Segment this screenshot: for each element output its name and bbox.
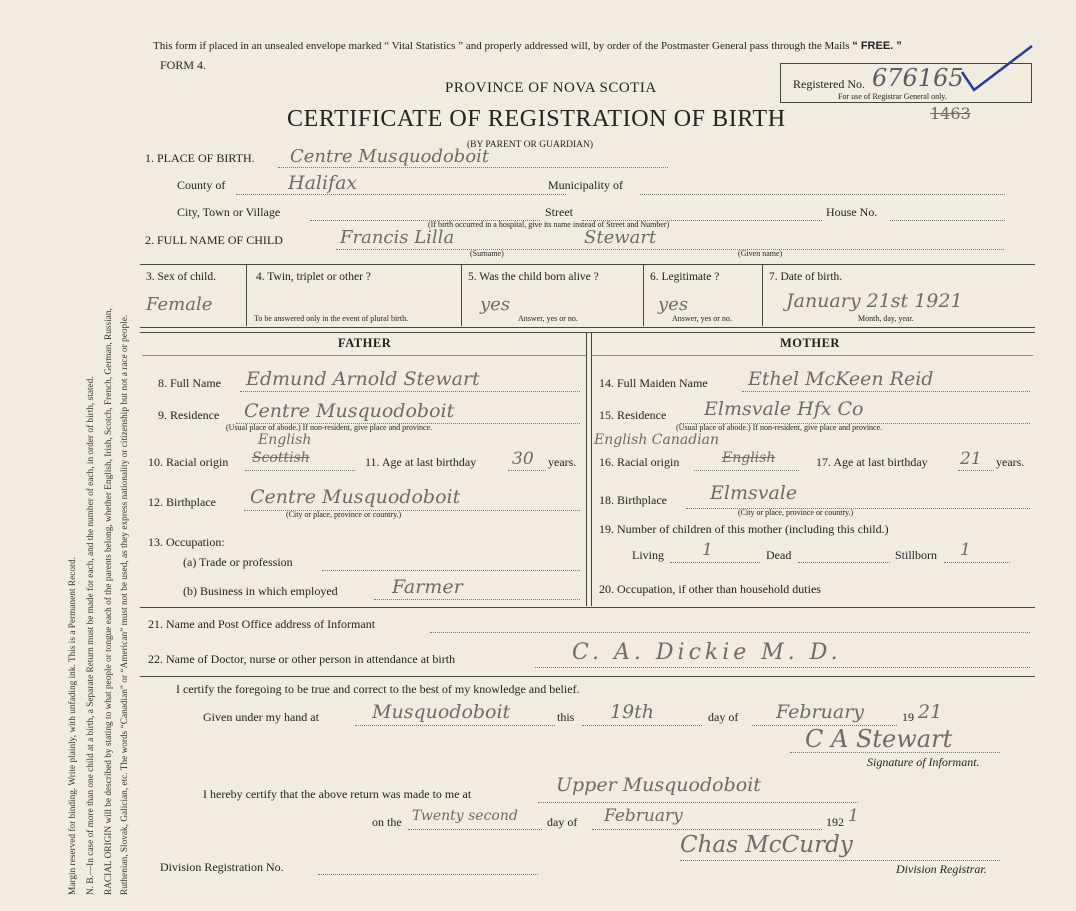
given-place-value: Musquodoboit	[372, 701, 511, 723]
legitimate-note: Answer, yes or no.	[672, 314, 732, 323]
mother-age-label: 17. Age at last birthday	[816, 455, 928, 469]
alive-value: yes	[480, 294, 511, 315]
mother-birthplace-value: Elmsvale	[710, 482, 798, 504]
legitimate-value: yes	[658, 294, 689, 315]
division-registrar-caption: Division Registrar.	[896, 862, 987, 876]
registrar-day-of-label: day of	[547, 815, 578, 829]
child-given-value: Stewart	[584, 227, 657, 248]
mother-name-value: Ethel McKeen Reid	[748, 368, 934, 390]
father-birthplace-label: 12. Birthplace	[148, 495, 216, 509]
mother-age-value: 21	[960, 449, 982, 469]
mother-birthplace-note: (City or place, province or country.)	[738, 508, 854, 517]
mother-name-label: 14. Full Maiden Name	[599, 376, 708, 390]
mother-racial-value: English Canadian	[594, 432, 720, 448]
cert-month-value: February	[776, 701, 865, 723]
hospital-note: (If birth occurred in a hospital, give its name instead of Street and Number)	[428, 220, 670, 229]
place-of-birth-value: Centre Musquodoboit	[290, 146, 490, 167]
mother-years-label: years.	[996, 455, 1025, 469]
municipality-label: Municipality of	[548, 178, 623, 192]
mother-dead-label: Dead	[766, 548, 792, 562]
mother-living-value: 1	[702, 540, 713, 560]
registrar-place-value: Upper Musquodoboit	[556, 774, 761, 796]
twin-label: 4. Twin, triplet or other ?	[256, 271, 371, 283]
father-trade-label: (a) Trade or profession	[183, 555, 293, 569]
mail-notice	[153, 40, 902, 52]
struck-number: 1463	[930, 104, 971, 123]
legitimate-label: 6. Legitimate ?	[650, 271, 720, 283]
father-name-label: 8. Full Name	[158, 376, 221, 390]
mother-occupation-label: 20. Occupation, if other than household duties	[599, 582, 821, 596]
province-heading: PROVINCE OF NOVA SCOTIA	[445, 80, 657, 96]
twin-note: To be answered only in the event of plural birth.	[254, 314, 409, 323]
mother-heading: MOTHER	[780, 336, 840, 350]
father-name-value: Edmund Arnold Stewart	[246, 368, 480, 390]
informant-label: 21. Name and Post Office address of Informant	[148, 617, 376, 631]
certificate-title: CERTIFICATE OF REGISTRATION OF BIRTH	[287, 106, 786, 132]
registrar-use-note: For use of Registrar General only.	[838, 92, 947, 101]
county-value: Halifax	[288, 172, 358, 194]
sex-value: Female	[146, 294, 213, 315]
father-heading: FATHER	[338, 336, 392, 350]
father-business-label: (b) Business in which employed	[183, 584, 338, 598]
dob-value: January 21st 1921	[786, 290, 963, 312]
mother-birthplace-label: 18. Birthplace	[599, 493, 667, 507]
dob-note: Month, day, year.	[858, 314, 914, 323]
alive-label: 5. Was the child born alive ?	[468, 271, 599, 283]
informant-signature: C A Stewart	[805, 725, 953, 753]
father-residence-value: Centre Musquodoboit	[244, 400, 455, 422]
mother-residence-label: 15. Residence	[599, 408, 667, 422]
doctor-value: C. A. Dickie M. D.	[572, 640, 842, 665]
mother-children-label: 19. Number of children of this mother (including this child.)	[599, 522, 889, 536]
registrar-year-prefix: 192	[826, 815, 844, 829]
father-racial-value: English	[258, 432, 312, 448]
father-birthplace-value: Centre Musquodoboit	[250, 486, 461, 508]
father-birthplace-note: (City or place, province or country.)	[286, 510, 402, 519]
house-label: House No.	[826, 205, 878, 219]
cert-day-of-label: day of	[708, 710, 739, 724]
father-racial-struck: Scottish	[252, 450, 310, 466]
informant-signature-caption: Signature of Informant.	[867, 755, 980, 769]
mail-notice-text: This form if placed in an unsealed envelope marked “ Vital Statistics ” and properly addressed will, by order of the Postmaster General pass through the Mails	[153, 40, 850, 52]
surname-caption: (Surname)	[470, 249, 504, 258]
father-age-label: 11. Age at last birthday	[365, 455, 477, 469]
free-label: “ FREE. ”	[852, 40, 902, 52]
mother-living-label: Living	[632, 548, 664, 562]
father-years-label: years.	[548, 455, 577, 469]
division-registration-label: Division Registration No.	[160, 860, 284, 874]
place-of-birth-label: 1. PLACE OF BIRTH.	[145, 151, 255, 165]
on-the-label: on the	[372, 815, 402, 829]
check-mark-icon	[960, 42, 1040, 97]
father-racial-label: 10. Racial origin	[148, 455, 229, 469]
registrar-signature: Chas McCurdy	[680, 832, 853, 858]
given-label: Given under my hand at	[203, 710, 319, 724]
street-label: Street	[545, 205, 573, 219]
this-label: this	[557, 710, 575, 724]
registrar-year-value: 1	[848, 806, 859, 826]
father-business-value: Farmer	[392, 576, 463, 598]
registrar-text: I hereby certify that the above return was made to me at	[203, 787, 472, 801]
child-name-label: 2. FULL NAME OF CHILD	[145, 233, 283, 247]
mother-stillborn-label: Stillborn	[895, 548, 938, 562]
certification-text: I certify the foregoing to be true and correct to the best of my knowledge and belief.	[176, 682, 580, 696]
mother-stillborn-value: 1	[960, 540, 971, 560]
margin-note-4: Ruthenian, Slovak, Galician, etc. The words “Canadian” or “American” must not be used, as they express nationality or citizenship but not a race or people.	[120, 314, 130, 895]
margin-note-1: Margin reserved for binding. Write plainly, with unfading ink. This is a Permanent Record.	[68, 556, 78, 895]
registered-label: Registered No.	[793, 77, 865, 91]
dob-label: 7. Date of birth.	[769, 271, 843, 283]
father-residence-label: 9. Residence	[158, 408, 220, 422]
mother-racial-label: 16. Racial origin	[599, 455, 680, 469]
county-label: County of	[177, 178, 226, 192]
mother-residence-value: Elmsvale Hfx Co	[704, 398, 864, 420]
doctor-label: 22. Name of Doctor, nurse or other person in attendance at birth	[148, 652, 456, 666]
sex-label: 3. Sex of child.	[146, 271, 216, 283]
city-label: City, Town or Village	[177, 205, 281, 219]
mother-residence-note: (Usual place of abode.) If non-resident, give place and province.	[676, 423, 883, 432]
margin-note-2: N. B.—In case of more than one child at a birth, a Separate Return must be made for each, and the number of each, in order of birth, stated.	[86, 376, 96, 895]
alive-note: Answer, yes or no.	[518, 314, 578, 323]
cert-day-value: 19th	[610, 701, 655, 723]
cert-year-value: 21	[918, 701, 943, 723]
margin-note-3: RACIAL ORIGIN will be described by stating to what people or tongue each of the parents belong, whether English, Irish, Scotch, French, German, Russian,	[104, 308, 114, 895]
given-name-caption: (Given name)	[738, 249, 783, 258]
registered-number: 676165	[872, 64, 964, 92]
father-occupation-label: 13. Occupation:	[148, 535, 225, 549]
child-surname-value: Francis Lilla	[340, 227, 455, 248]
registrar-day-value: Twenty second	[412, 808, 518, 824]
father-age-value: 30	[512, 449, 534, 469]
form-number: FORM 4.	[160, 58, 207, 72]
father-residence-note: (Usual place of abode.) If non-resident, give place and province.	[226, 423, 433, 432]
certificate-subtitle: (BY PARENT OR GUARDIAN)	[467, 140, 594, 150]
mother-racial-struck: English	[722, 450, 776, 466]
registrar-month-value: February	[604, 806, 683, 826]
cert-year-prefix: 19	[902, 710, 914, 724]
